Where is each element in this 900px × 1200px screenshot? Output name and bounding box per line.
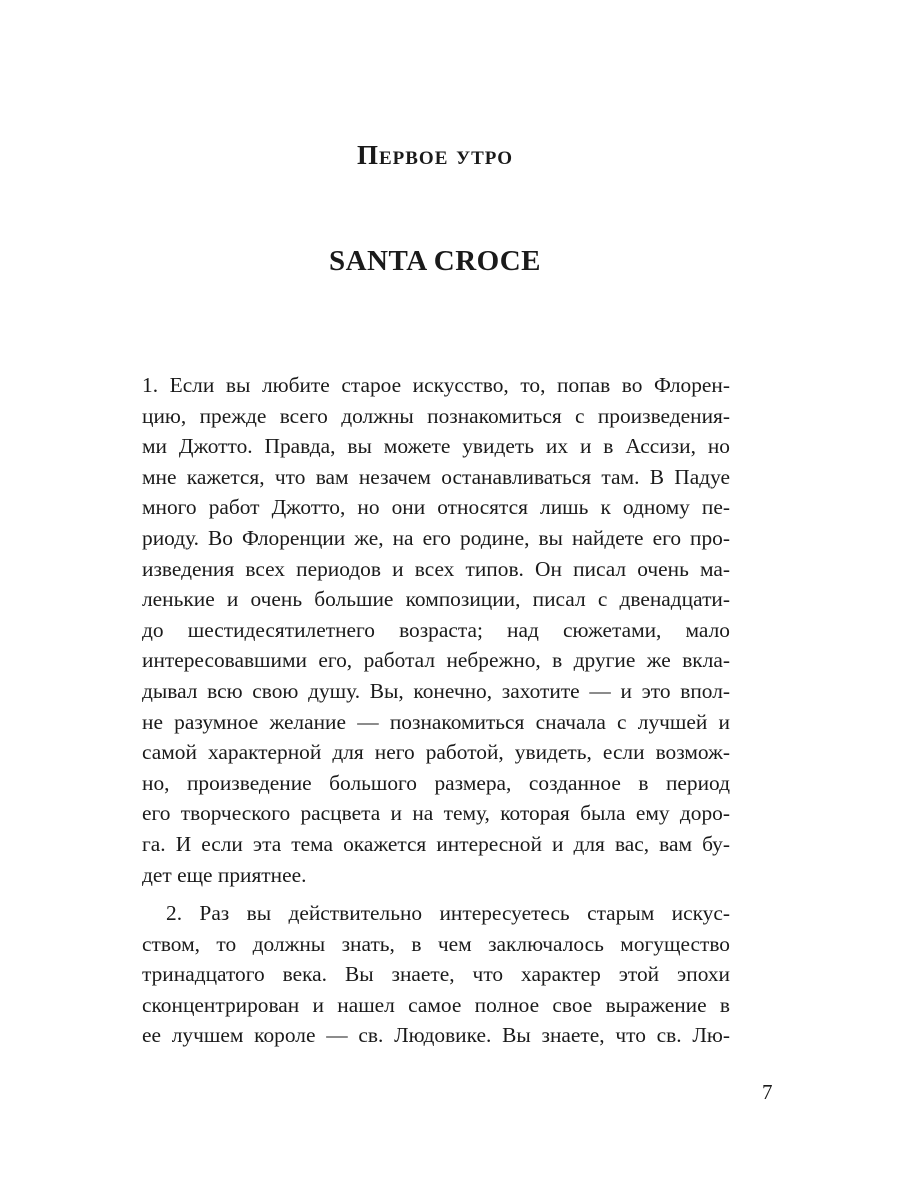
text-line: его творческого расцвета и на тему, которая была ему доро- [142,801,730,826]
text-line: мне кажется, что вам незачем останавливаться там. В Падуе [142,464,730,489]
page-number: 7 [762,1080,773,1104]
section-title: SANTA CROCE [328,245,542,277]
text-line: самой характерной для него работой, увидеть, если возмож- [142,740,730,765]
text-line: много работ Джотто, но они относятся лишь к одному пе- [142,495,730,520]
text-line: но, произведение большого размера, созданное в период [142,770,730,795]
text-line: цию, прежде всего должны познакомиться с произведения- [142,403,730,428]
text-line: дывал всю свою душу. Вы, конечно, захотите — и это впол- [142,678,730,703]
text-line: ее лучшем короле — св. Людовике. Вы знаете, что св. Лю- [142,1023,730,1048]
paragraph-1 [142,370,730,890]
body-text [142,370,730,1051]
text-line: не разумное желание — познакомиться сначала с лучшей и [142,709,730,734]
text-line: га. И если эта тема окажется интересной и для вас, вам бу- [142,831,730,856]
text-line: ленькие и очень большие композиции, писал с двенадцати- [142,587,730,612]
text-line: изведения всех периодов и всех типов. Он писал очень ма- [142,556,730,581]
text-line: до шестидесятилетнего возраста; над сюжетами, мало [142,617,730,642]
text-line: сконцентрирован и нашел самое полное свое выражение в [142,992,730,1017]
text-line: 1. Если вы любите старое искусство, то, попав во Флорен- [142,373,730,397]
text-line: тринадцатого века. Вы знаете, что характер этой эпохи [142,962,730,987]
text-line: ством, то должны знать, в чем заключалось могущество [142,931,730,956]
chapter-title: Первое утро [356,140,514,170]
text-line: риоду. Во Флоренции же, на его родине, вы найдете его про- [142,525,730,550]
paragraph-2 [142,898,730,1051]
paragraph-gap [142,890,730,898]
text-line: ми Джотто. Правда, вы можете увидеть их и в Ассизи, но [142,434,730,459]
text-line: 2. Раз вы действительно интересуетесь старым искус- [166,901,730,926]
text-line: дет еще приятнее. [142,862,307,887]
text-line: интересовавшими его, работал небрежно, в другие же вкла- [142,648,730,673]
